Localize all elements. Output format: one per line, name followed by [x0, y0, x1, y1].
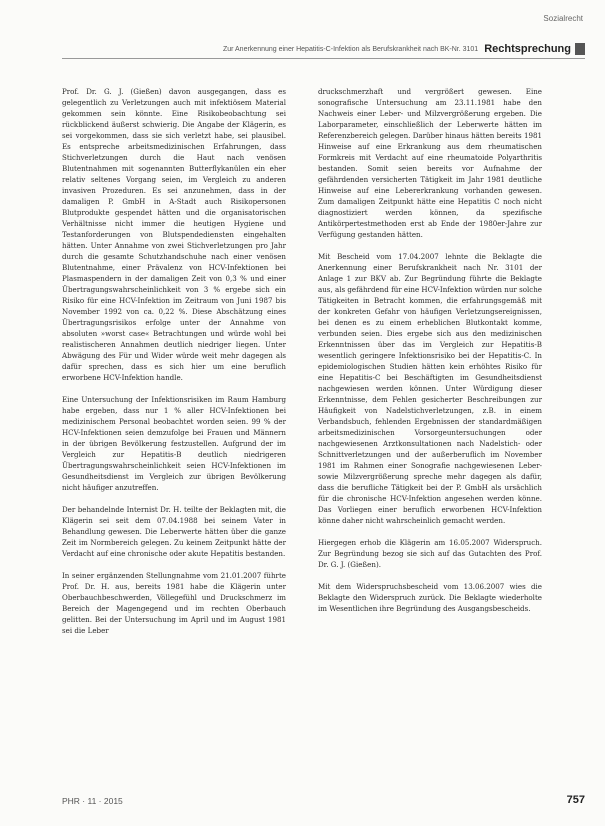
paragraph: druckschmerzhaft und vergrößert gewesen. Eine sonografische Untersuchung am 23.11.1981 habe den Nachweis einer Leber- und Milzvergrößerung ergeben. Die Laborparameter, einschließlich der Leberwerte hätten im Referenzbereich gelegen. Darüber hinaus hätten bereits 1981 Hinweise auf eine Erkrankung aus dem rheumatischen Formkreis mit Verdacht auf eine rheumatoide Polyarthritis bestanden. Somit seien bereits vor Aufnahme der gefährdenden versicherten Tätigkeit im Jahr 1981 deutliche Hinweise auf eine Lebererkrankung vorhanden gewesen. Zum damaligen Zeitpunkt hätte eine Hepatitis C noch nicht diagnostiziert werden können, da spezifische Antikörpertestmethoden erst ab Ende der 1980er-Jahre zur Verfügung gestanden hätten. — [318, 87, 542, 239]
paragraph: Mit Bescheid vom 17.04.2007 lehnte die Beklagte die Anerkennung einer Berufskrankheit nach Nr. 3101 der Anlage 1 zur BKV ab. Zur Begründung führte die Beklagte aus, als gefährdend für eine HCV-Infektion würden nur solche Tätigkeiten in Betracht kommen, die erfahrungsgemäß mit der konkreten Gefahr von häufigen Verletzungsereignissen, bei denen es zu einem erheblichen Blutkontakt komme, verbunden seien. Dies ergebe sich aus den medizinischen Erkenntnissen über das im Vergleich zur Hepatitis-B wesentlich geringere Infektionsrisiko bei der Hepatitis-C. In epidemiologischen Studien hätten kein erhöhtes Risiko für eine Hepatitis-C bei Beschäftigten im Gesundheitsdienst nachgewiesen werden können. Unter Würdigung dieser Erkenntnisse, dem Fehlen gesicherter Beschreibungen zur Häufigkeit von Nadelstichverletzungen, z.B. in einem Verbandsbuch, fehlenden Ergebnissen der standardmäßigen arbeitsmedizinischen Vorsorgeuntersuchungen oder nachgewiesenen Arztkonsultationen nach Nadelstich- oder Schnittverletzungen und der außerberuflich im November 1981 im Rahmen einer Sonografie nachgewiesenen Leber- sowie Milzvergrößerung spreche mehr dagegen als dafür, dass die berufliche Tätigkeit bei der P. GmbH als ursächlich für die chronische HCV-Infektion angesehen werden könne. Das Vorliegen einer beruflich erworbenen HCV-Infektion könne daher nicht wahrscheinlich gemacht werden. — [318, 252, 542, 525]
left-column — [62, 86, 286, 647]
paragraph: Prof. Dr. G. J. (Gießen) davon ausgegangen, dass es gelegentlich zu Verletzungen auch mit infektiösem Material gekommen sein könnte. Eine Risikobeobachtung sei rückblickend äußerst schwierig. Die Angabe der Klägerin, es sei vorgekommen, dass sie sich verletzt habe, sei plausibel. Es entspreche arbeitsmedizinischen Erfahrungen, dass Stichverletzungen durch die Haut nach venösen Blutentnahmen mit sogenannten Butterflykanülen ein eher relativ seltenes Vorgang seien, im Vergleich zu anderen invasiven Prozeduren. Es sei anzunehmen, dass in der damaligen P. GmbH in A-Stadt auch Risikopersonen Blutprodukte gespendet hätten und die organisatorischen Verhältnisse nicht immer die heutigen Hygiene und Testanforderungen von Blutspendediensten eingehalten hätten. Unter Annahme von zwei Stichverletzungen pro Jahr durch die gesamte Schutzhandschuhe nach einer venösen Blutentnahme, einer Prävalenz von HCV-Infektionen bei Plasmaspendern in der damaligen Zeit von 0,3 % und einer Übertragungswahrscheinlichkeit von 3 % ergebe sich ein Risiko für eine HCV-Infektion im Zeitraum von Juni 1987 bis November 1992 von ca. 0,22 %. Diese Abschätzung eines Übertragungsrisikos erfolge unter der Annahme von absoluten »worst case« Betrachtungen und würde wohl bei realistischeren Annahmen deutlich niedriger liegen. Unter Abwägung des Für und Wider würde weit mehr dagegen als dafür sprechen, dass es sich hier um eine beruflich erworbene HCV-Infektion handle. — [62, 87, 286, 382]
page-number: 757 — [566, 794, 585, 806]
paragraph: Der behandelnde Internist Dr. H. teilte der Beklagten mit, die Klägerin sei seit dem 07.04.1988 bei seinem Vater in Behandlung gewesen. Die Leberwerte hätten über die ganze Zeit im Normbereich gelegen. Zu keinem Zeitpunkt hätte der Verdacht auf eine chronische oder akute Hepatitis bestanden. — [62, 505, 286, 558]
section-label: Sozialrecht — [543, 14, 583, 23]
header-subtitle: Zur Anerkennung einer Hepatitis-C-Infektion als Berufskrankheit nach BK-Nr. 3101 — [222, 45, 479, 53]
header-rule — [62, 58, 585, 59]
running-header — [62, 42, 585, 56]
paragraph: Eine Untersuchung der Infektionsrisiken im Raum Hamburg habe ergeben, dass nur 1 % aller HCV-Infektionen bei medizinischem Personal beobachtet worden seien. 99 % der HCV-Infektionen seien demzufolge bei Frauen und Männern in der übrigen Bevölkerung festzustellen. Aufgrund der im Vergleich zur Hepatitis-B deutlich niedrigeren Übertragungswahrscheinlichkeit seien HCV-Infektionen im Gesundheitsdienst im Vergleich zur übrigen Bevölkerung nicht häufiger anzutreffen. — [62, 395, 286, 492]
header-title: Rechtsprechung — [484, 43, 571, 55]
page-footer — [62, 796, 585, 810]
paragraph: In seiner ergänzenden Stellungnahme vom 21.01.2007 führte Prof. Dr. H. aus, bereits 1981 habe die Klägerin unter Oberbauchbeschwerden, Völlegefühl und Druckschmerz im Bereich der Magengegend und im rechten Oberbauch gelitten. Bei der Untersuchung im April und im August 1981 sei die Leber — [62, 571, 286, 635]
paragraph: Hiergegen erhob die Klägerin am 16.05.2007 Widerspruch. Zur Begründung bezog sie sich auf das Gutachten des Prof. Dr. G. J. (Gießen). — [318, 538, 542, 569]
right-column — [318, 86, 542, 625]
header-marker — [575, 43, 585, 55]
paragraph: Mit dem Widerspruchsbescheid vom 13.06.2007 wies die Beklagte den Widerspruch zurück. Die Beklagte wiederholte im Wesentlichen ihre Begründung des Ausgangsbescheids. — [318, 582, 542, 613]
journal-issue: PHR · 11 · 2015 — [62, 796, 123, 806]
